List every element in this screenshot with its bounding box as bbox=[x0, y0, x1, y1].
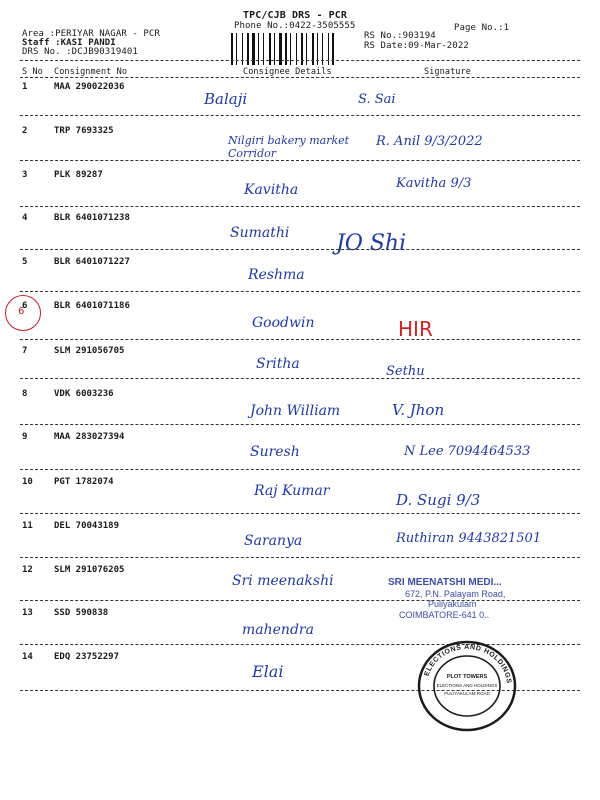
table-row bbox=[0, 389, 600, 437]
divider bbox=[20, 557, 580, 558]
table-row bbox=[0, 257, 600, 305]
row-signature: JO Shi bbox=[336, 231, 407, 256]
divider bbox=[20, 77, 580, 78]
table-row bbox=[0, 696, 600, 744]
row-sno: 10 bbox=[22, 477, 33, 487]
row-consignment: VDK 6003236 bbox=[54, 389, 114, 399]
table-row bbox=[0, 170, 600, 218]
phone-number: Phone No.:0422-3505555 bbox=[234, 21, 356, 31]
row-signature: D. Sugi 9/3 bbox=[396, 491, 481, 509]
staff-label: Staff :KASI PANDI bbox=[22, 38, 116, 48]
row-consignment: SLM 291056705 bbox=[54, 346, 125, 356]
row-consignee: Nilgiri bakery market Corridor bbox=[228, 134, 350, 160]
row-sno: 14 bbox=[22, 652, 33, 662]
row-sno: 3 bbox=[22, 170, 28, 180]
row-sno: 8 bbox=[22, 389, 28, 399]
row-signature: Ruthiran 9443821501 bbox=[396, 531, 542, 546]
divider bbox=[20, 249, 580, 250]
svg-text:ELECTIONS AND HOLDINGS: ELECTIONS AND HOLDINGS bbox=[436, 683, 498, 688]
row-signature: HIR bbox=[398, 317, 433, 341]
row-consignee: Balaji bbox=[204, 90, 248, 108]
divider bbox=[20, 469, 580, 470]
row-sno: 6 bbox=[22, 301, 28, 311]
row-sno: 5 bbox=[22, 257, 28, 267]
table-row bbox=[0, 565, 600, 613]
table-row bbox=[0, 432, 600, 480]
divider bbox=[20, 378, 580, 379]
row-signature: Sethu bbox=[386, 364, 425, 379]
column-header-sno: S No bbox=[22, 67, 43, 77]
row-consignee: Kavitha bbox=[244, 182, 299, 198]
row-consignee: Sumathi bbox=[230, 225, 290, 241]
svg-text:PULIYAKULAM ROAD: PULIYAKULAM ROAD bbox=[444, 691, 490, 696]
row-consignee: Sritha bbox=[256, 356, 300, 372]
divider bbox=[20, 424, 580, 425]
row-consignment: PGT 1782074 bbox=[54, 477, 114, 487]
divider bbox=[20, 60, 580, 61]
row-sno: 4 bbox=[22, 213, 28, 223]
row-sno: 12 bbox=[22, 565, 33, 575]
divider bbox=[20, 160, 580, 161]
row-consignment: SSD 590838 bbox=[54, 608, 109, 618]
row-signature: N Lee 7094464533 bbox=[404, 444, 531, 459]
table-row bbox=[0, 477, 600, 525]
row-sno: 7 bbox=[22, 346, 28, 356]
table-row bbox=[0, 82, 600, 130]
row-signature: V. Jhon bbox=[392, 401, 445, 419]
divider bbox=[20, 513, 580, 514]
drs-number: DRS No. :DCJB90319401 bbox=[22, 47, 138, 57]
divider bbox=[20, 115, 580, 116]
row-consignment: BLR 6401071227 bbox=[54, 257, 130, 267]
row-consignment: EDQ 23752297 bbox=[54, 652, 120, 662]
table-row bbox=[0, 213, 600, 261]
row-consignee: mahendra bbox=[242, 622, 314, 638]
column-header-signature: Signature bbox=[424, 67, 471, 77]
row-consignment: TRP 7693325 bbox=[54, 126, 114, 136]
table-row bbox=[0, 346, 600, 394]
row-consignment: SLM 291076205 bbox=[54, 565, 125, 575]
divider bbox=[20, 600, 580, 601]
stamp-address-line: COIMBATORE-641 0.. bbox=[399, 610, 490, 620]
row-consignee: Goodwin bbox=[252, 315, 315, 331]
stamp-address-line: 672, P.N. Palayam Road, bbox=[405, 589, 506, 599]
row-consignment: BLR 6401071186 bbox=[54, 301, 130, 311]
row-consignee: Saranya bbox=[244, 533, 303, 549]
row-consignee: Sri meenakshi bbox=[232, 573, 334, 589]
sheet-title: TPC/CJB DRS - PCR bbox=[243, 10, 348, 21]
table-row bbox=[0, 521, 600, 569]
row-signature: R. Anil 9/3/2022 bbox=[376, 134, 483, 149]
row-signature: S. Sai bbox=[358, 92, 396, 107]
rs-number: RS No.:903194 bbox=[364, 31, 436, 41]
table-row bbox=[0, 301, 600, 349]
row-consignee: Elai bbox=[252, 662, 284, 681]
column-header-consignee: Consignee Details bbox=[243, 67, 332, 77]
page-number: Page No.:1 bbox=[454, 23, 510, 33]
circled-row-number: 6 bbox=[18, 306, 25, 317]
row-consignee: Raj Kumar bbox=[254, 483, 330, 499]
row-consignment: MAA 290022036 bbox=[54, 82, 125, 92]
rs-date: RS Date:09-Mar-2022 bbox=[364, 41, 469, 51]
row-consignee: John William bbox=[250, 403, 341, 419]
stamp-name: SRI MEENATSHI MEDI... bbox=[388, 577, 502, 588]
column-header-consignment: Consignment No bbox=[54, 67, 128, 77]
area-label: Area :PERIYAR NAGAR - PCR bbox=[22, 29, 160, 39]
row-consignee: Suresh bbox=[250, 444, 300, 460]
row-consignment: MAA 283027394 bbox=[54, 432, 125, 442]
divider bbox=[20, 206, 580, 207]
row-sno: 1 bbox=[22, 82, 28, 92]
svg-text:PLOT TOWERS: PLOT TOWERS bbox=[446, 674, 488, 680]
divider bbox=[20, 291, 580, 292]
row-sno: 13 bbox=[22, 608, 33, 618]
row-consignment: BLR 6401071238 bbox=[54, 213, 130, 223]
divider bbox=[20, 339, 580, 340]
row-consignee: Reshma bbox=[248, 267, 305, 283]
row-consignment: PLK 89287 bbox=[54, 170, 103, 180]
row-sno: 11 bbox=[22, 521, 33, 531]
row-signature: Kavitha 9/3 bbox=[396, 176, 472, 191]
row-sno: 9 bbox=[22, 432, 28, 442]
svg-text:ELECTIONS AND HOLDINGS: ELECTIONS AND HOLDINGS bbox=[423, 643, 512, 685]
row-consignment: DEL 70043189 bbox=[54, 521, 120, 531]
row-sno: 2 bbox=[22, 126, 28, 136]
stamp-address-line: Puliyakulam bbox=[428, 599, 477, 609]
table-row bbox=[0, 126, 600, 174]
